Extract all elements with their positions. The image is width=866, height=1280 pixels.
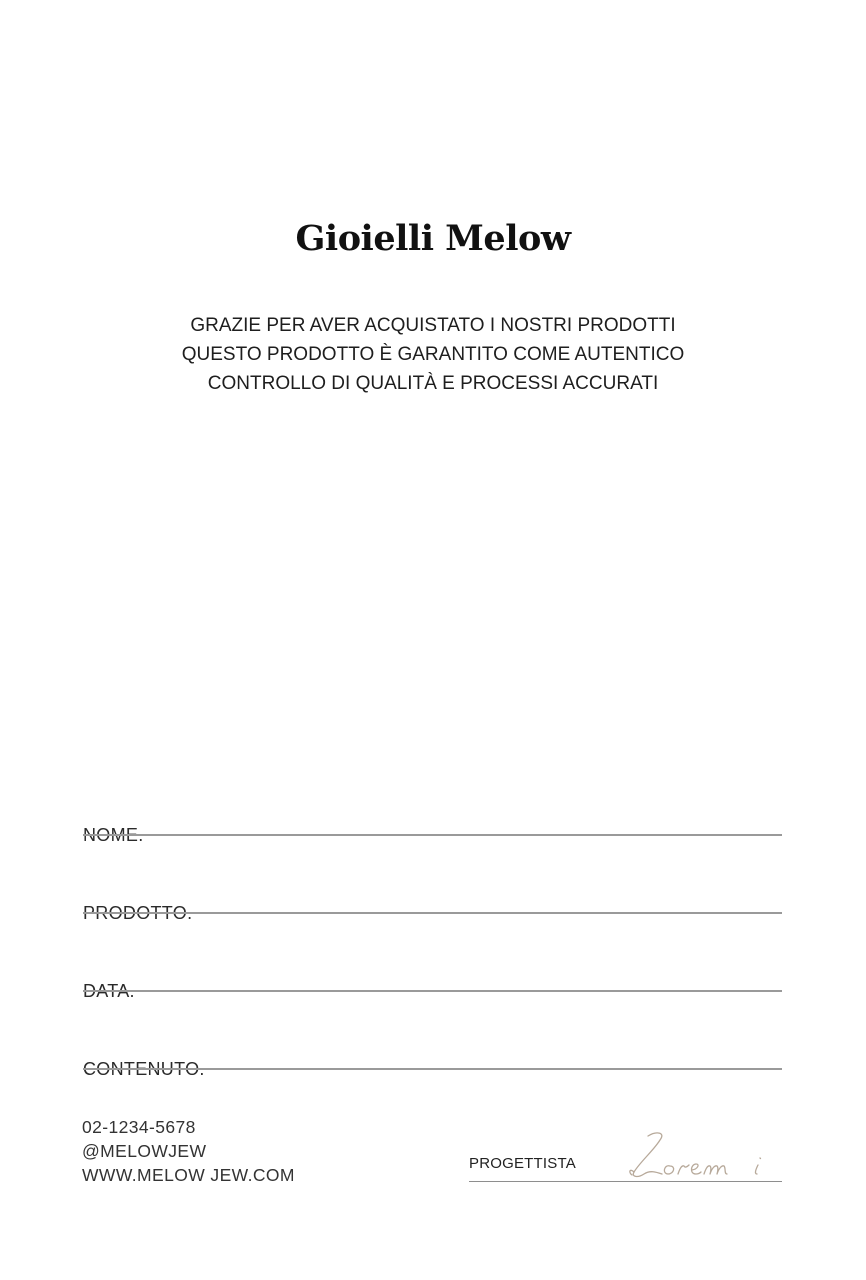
intro-line: QUESTO PRODOTTO È GARANTITO COME AUTENTICO xyxy=(181,344,685,365)
signature xyxy=(626,1128,776,1180)
content-field[interactable] xyxy=(83,1049,782,1079)
product-field[interactable] xyxy=(83,893,782,923)
social-handle: @MELOWJEW xyxy=(82,1141,207,1161)
phone-number: 02-1234-5678 xyxy=(82,1117,196,1137)
date-field-label: DATA. xyxy=(83,981,135,1001)
date-field[interactable] xyxy=(83,971,782,1001)
intro-line: GRAZIE PER AVER ACQUISTATO I NOSTRI PRODOTTI xyxy=(190,315,676,336)
intro-text xyxy=(0,311,866,398)
designer-label: PROGETTISTA xyxy=(469,1155,576,1172)
page-title: Gioielli Melow xyxy=(295,218,571,259)
name-field[interactable] xyxy=(83,815,782,845)
content-field-line xyxy=(83,1068,782,1070)
name-field-line xyxy=(83,834,782,836)
designer-signature-area xyxy=(469,1128,782,1184)
date-field-line xyxy=(83,990,782,992)
contact-info xyxy=(82,1115,295,1187)
website: WWW.MELOW JEW.COM xyxy=(82,1165,295,1185)
content-field-label: CONTENUTO. xyxy=(83,1059,205,1079)
intro-line: CONTROLLO DI QUALITÀ E PROCESSI ACCURATI xyxy=(207,373,659,394)
product-field-line xyxy=(83,912,782,914)
name-field-label: NOME. xyxy=(83,825,144,845)
designer-signature-line xyxy=(469,1181,782,1182)
product-field-label: PRODOTTO. xyxy=(83,903,193,923)
